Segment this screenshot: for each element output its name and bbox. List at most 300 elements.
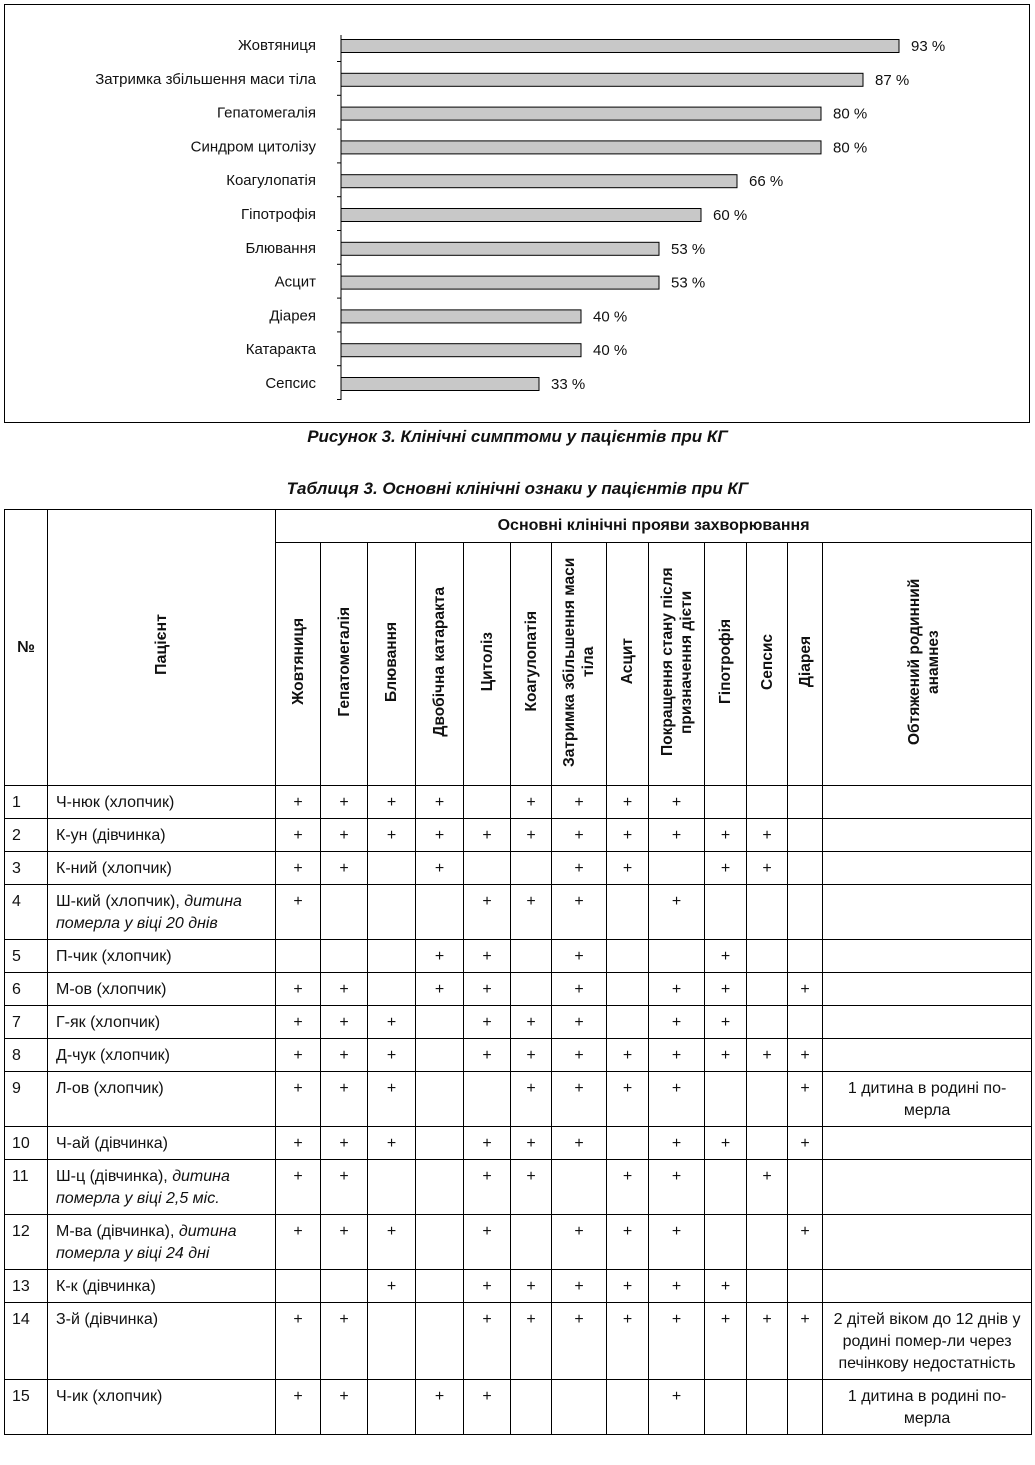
sign-cell: +: [464, 819, 511, 852]
sign-cell: +: [321, 1127, 368, 1160]
sign-cell: [552, 1160, 607, 1215]
table-row: [5, 786, 1032, 819]
category-label: Блювання: [245, 239, 316, 257]
family-history-cell: [823, 786, 1032, 819]
sign-cell: +: [747, 852, 788, 885]
patient-name: К-к (дівчинка): [56, 1278, 156, 1295]
sign-cell: +: [321, 852, 368, 885]
sign-cell: +: [321, 1215, 368, 1270]
row-number: 12: [5, 1215, 48, 1270]
sign-cell: [368, 852, 416, 885]
sign-cell: +: [552, 1270, 607, 1303]
sign-cell: +: [649, 1303, 705, 1380]
patient-cell: [48, 1270, 276, 1303]
category-label: Затримка збільшення маси тіла: [95, 70, 316, 88]
bar-value-label: 53 %: [671, 274, 706, 292]
column-header: [649, 543, 705, 786]
sign-cell: [368, 885, 416, 940]
sign-cell: +: [649, 1072, 705, 1127]
sign-cell: +: [464, 1039, 511, 1072]
sign-cell: +: [511, 1160, 552, 1215]
category-label: Сепсис: [265, 375, 316, 392]
row-number: 13: [5, 1270, 48, 1303]
bar-value-label: 53 %: [671, 240, 706, 258]
sign-cell: +: [276, 852, 321, 885]
sign-cell: [276, 940, 321, 973]
category-label: Коагулопатія: [226, 172, 316, 190]
patient-name: Ш-ц (дівчинка),: [56, 1168, 168, 1185]
sign-cell: [747, 1380, 788, 1435]
sign-cell: [416, 1039, 464, 1072]
sign-cell: +: [511, 1127, 552, 1160]
sign-cell: [747, 1072, 788, 1127]
patient-cell: [48, 973, 276, 1006]
patient-name: М-ва (дівчинка),: [56, 1223, 175, 1240]
sign-cell: +: [705, 1006, 747, 1039]
patient-cell: [48, 1039, 276, 1072]
column-header-label: Затримка збільшення маси тіла: [561, 556, 597, 767]
sign-cell: [416, 1160, 464, 1215]
column-header-label: Діарея: [796, 635, 814, 688]
table-row: [5, 852, 1032, 885]
bar: [341, 209, 701, 222]
family-history-cell: [823, 1039, 1032, 1072]
patient-death-note: дитина померла у віці 20 днів: [56, 893, 242, 932]
sign-cell: [276, 1270, 321, 1303]
sign-cell: +: [747, 1303, 788, 1380]
table-row: [5, 1380, 1032, 1435]
sign-cell: +: [416, 852, 464, 885]
sign-cell: +: [552, 1303, 607, 1380]
sign-cell: [607, 1006, 649, 1039]
sign-cell: +: [321, 819, 368, 852]
bar: [341, 344, 581, 357]
sign-cell: +: [552, 1215, 607, 1270]
column-header-label: Цитоліз: [478, 631, 496, 692]
column-header-label: Обтяжений родинний анамнез: [906, 578, 943, 745]
family-history-cell: [823, 1127, 1032, 1160]
sign-cell: +: [552, 885, 607, 940]
bar-value-label: 66 %: [749, 173, 784, 191]
bar: [341, 40, 899, 53]
number-header: №: [5, 510, 48, 786]
patient-name: К-ун (дівчинка): [56, 827, 166, 844]
sign-cell: +: [321, 973, 368, 1006]
category-label: Катаракта: [245, 341, 316, 359]
sign-cell: +: [649, 1215, 705, 1270]
column-header-label: Сепсис: [758, 633, 776, 690]
clinical-signs-table: [4, 509, 1032, 1435]
sign-cell: [747, 1006, 788, 1039]
sign-cell: +: [607, 852, 649, 885]
figure-caption: Рисунок 3. Клінічні симптоми у пацієнтів при КГ: [307, 427, 728, 446]
sign-cell: +: [649, 1039, 705, 1072]
column-header-label: Гепатомегалія: [335, 606, 353, 717]
patient-name: З-й (дівчинка): [56, 1311, 159, 1328]
sign-cell: +: [276, 1303, 321, 1380]
sign-cell: [464, 852, 511, 885]
sign-cell: [747, 1270, 788, 1303]
sign-cell: +: [705, 1270, 747, 1303]
bar: [341, 141, 821, 154]
patient-name: Ч-ай (дівчинка): [56, 1135, 168, 1152]
table-body: [5, 786, 1032, 1435]
sign-cell: [788, 940, 823, 973]
category-label: Гепатомегалія: [217, 104, 316, 122]
sign-cell: +: [276, 819, 321, 852]
family-history-cell: [823, 1160, 1032, 1215]
sign-cell: [705, 1160, 747, 1215]
sign-cell: [747, 940, 788, 973]
column-header: [747, 543, 788, 786]
sign-cell: +: [607, 1160, 649, 1215]
sign-cell: +: [607, 1215, 649, 1270]
category-label: Асцит: [274, 273, 316, 291]
patient-cell: [48, 1380, 276, 1435]
table-row: [5, 973, 1032, 1006]
sign-cell: +: [464, 973, 511, 1006]
patient-header-label: Пацієнт: [153, 614, 170, 676]
sign-cell: +: [552, 1039, 607, 1072]
table-row: [5, 885, 1032, 940]
sign-cell: +: [368, 786, 416, 819]
sign-cell: [416, 1215, 464, 1270]
sign-cell: +: [464, 1160, 511, 1215]
sign-cell: [464, 1072, 511, 1127]
sign-cell: +: [368, 819, 416, 852]
sign-cell: [464, 786, 511, 819]
patient-name: Д-чук (хлопчик): [56, 1047, 170, 1064]
row-number: 15: [5, 1380, 48, 1435]
sign-cell: [788, 852, 823, 885]
bar: [341, 242, 659, 255]
sign-cell: [788, 885, 823, 940]
sign-cell: [788, 1160, 823, 1215]
patient-name: Ч-нюк (хлопчик): [56, 794, 175, 811]
patient-cell: [48, 1215, 276, 1270]
bar: [341, 276, 659, 289]
table-row: [5, 1270, 1032, 1303]
sign-cell: [705, 885, 747, 940]
sign-cell: +: [788, 1039, 823, 1072]
sign-cell: +: [276, 1039, 321, 1072]
sign-cell: [416, 1270, 464, 1303]
sign-cell: [321, 1270, 368, 1303]
sign-cell: +: [368, 1039, 416, 1072]
sign-cell: +: [276, 786, 321, 819]
sign-cell: +: [705, 940, 747, 973]
patient-header: [48, 510, 276, 786]
sign-cell: [511, 1215, 552, 1270]
sign-cell: +: [321, 1072, 368, 1127]
sign-cell: +: [276, 1380, 321, 1435]
sign-cell: [511, 1380, 552, 1435]
bar: [341, 175, 737, 188]
column-header-label: Асцит: [619, 638, 636, 685]
sign-cell: +: [705, 819, 747, 852]
sign-cell: +: [511, 1270, 552, 1303]
sign-cell: +: [788, 1072, 823, 1127]
sign-cell: +: [321, 1006, 368, 1039]
patient-death-note: дитина померла у віці 24 дні: [56, 1223, 237, 1262]
patient-name: Ш-кий (хлопчик),: [56, 893, 180, 910]
sign-cell: [607, 885, 649, 940]
sign-cell: +: [276, 1160, 321, 1215]
patient-name: Л-ов (хлопчик): [56, 1080, 164, 1097]
sign-cell: +: [416, 786, 464, 819]
patient-cell: [48, 852, 276, 885]
sign-cell: +: [649, 1160, 705, 1215]
sign-cell: +: [649, 786, 705, 819]
sign-cell: +: [321, 1160, 368, 1215]
sign-cell: +: [788, 973, 823, 1006]
row-number: 9: [5, 1072, 48, 1127]
table-row: [5, 1127, 1032, 1160]
sign-cell: +: [552, 786, 607, 819]
patient-name: К-ний (хлопчик): [56, 860, 172, 877]
family-history-cell: [823, 940, 1032, 973]
family-history-cell: [823, 1215, 1032, 1270]
sign-cell: +: [511, 819, 552, 852]
sign-cell: +: [368, 1215, 416, 1270]
sign-cell: [649, 940, 705, 973]
sign-cell: +: [649, 885, 705, 940]
column-header-label: Двобічна катаракта: [431, 586, 448, 737]
sign-cell: +: [464, 1303, 511, 1380]
table-row: [5, 1039, 1032, 1072]
sign-cell: [705, 1380, 747, 1435]
sign-cell: [416, 1072, 464, 1127]
row-number: 1: [5, 786, 48, 819]
sign-cell: +: [321, 786, 368, 819]
sign-cell: [747, 1215, 788, 1270]
column-header: [607, 543, 649, 786]
bar-value-label: 93 %: [911, 38, 946, 55]
family-history-cell: 1 дитина в родині по-мерла: [823, 1380, 1032, 1435]
sign-cell: [552, 1380, 607, 1435]
column-header: [321, 543, 368, 786]
sign-cell: [607, 1380, 649, 1435]
patient-cell: [48, 1127, 276, 1160]
sign-cell: +: [747, 819, 788, 852]
sign-cell: [747, 786, 788, 819]
family-history-cell: [823, 819, 1032, 852]
family-history-cell: 2 дітей віком до 12 днів у родині помер-ли через печінкову недостатність: [823, 1303, 1032, 1380]
category-label: Діарея: [269, 307, 316, 325]
sign-cell: +: [649, 1127, 705, 1160]
sign-cell: +: [607, 1072, 649, 1127]
sign-cell: +: [552, 852, 607, 885]
sign-cell: +: [321, 1303, 368, 1380]
sign-cell: +: [276, 973, 321, 1006]
sign-cell: +: [321, 1380, 368, 1435]
bar: [341, 73, 863, 86]
bar-value-label: 60 %: [713, 207, 748, 224]
column-header: [511, 543, 552, 786]
sign-cell: [788, 786, 823, 819]
sign-cell: +: [368, 1006, 416, 1039]
sign-cell: +: [552, 819, 607, 852]
table-row: [5, 1160, 1032, 1215]
sign-cell: [747, 885, 788, 940]
table-row: [5, 819, 1032, 852]
patient-cell: [48, 819, 276, 852]
sign-cell: +: [649, 819, 705, 852]
sign-cell: [705, 786, 747, 819]
table-row: [5, 940, 1032, 973]
sign-cell: [511, 852, 552, 885]
patient-name: П-чик (хлопчик): [56, 948, 172, 965]
sign-cell: +: [649, 1380, 705, 1435]
bar: [341, 107, 821, 120]
sign-cell: +: [607, 1270, 649, 1303]
family-history-cell: 1 дитина в родині по-мерла: [823, 1072, 1032, 1127]
sign-cell: +: [416, 973, 464, 1006]
sign-cell: [705, 1072, 747, 1127]
sign-cell: [705, 1215, 747, 1270]
sign-cell: +: [276, 1215, 321, 1270]
bar: [341, 378, 539, 391]
sign-cell: +: [747, 1160, 788, 1215]
sign-cell: +: [552, 973, 607, 1006]
patient-name: М-ов (хлопчик): [56, 981, 167, 998]
patient-death-note: дитина померла у віці 2,5 міс.: [56, 1168, 230, 1207]
sign-cell: [368, 1160, 416, 1215]
sign-cell: +: [607, 819, 649, 852]
sign-cell: +: [649, 1270, 705, 1303]
sign-cell: [747, 973, 788, 1006]
sign-cell: +: [511, 1072, 552, 1127]
sign-cell: +: [607, 1303, 649, 1380]
family-history-cell: [823, 1270, 1032, 1303]
sign-cell: [788, 1380, 823, 1435]
sign-cell: +: [368, 1072, 416, 1127]
category-label: Гіпотрофія: [241, 206, 316, 223]
sign-cell: [607, 1127, 649, 1160]
column-header: [823, 543, 1032, 786]
sign-cell: +: [464, 1380, 511, 1435]
table-title: Таблиця 3. Основні клінічні ознаки у пацієнтів при КГ: [286, 479, 749, 498]
row-number: 10: [5, 1127, 48, 1160]
row-number: 5: [5, 940, 48, 973]
sign-cell: +: [788, 1127, 823, 1160]
column-header-label: Жовтяниця: [289, 618, 307, 705]
patient-cell: [48, 1303, 276, 1380]
sign-cell: +: [464, 1270, 511, 1303]
sign-cell: +: [276, 1127, 321, 1160]
figure-frame: [4, 4, 1030, 423]
column-header-label: Блювання: [383, 621, 400, 702]
patient-cell: [48, 940, 276, 973]
sign-cell: +: [511, 786, 552, 819]
column-header: [788, 543, 823, 786]
row-number: 11: [5, 1160, 48, 1215]
sign-cell: +: [276, 1006, 321, 1039]
sign-cell: +: [416, 940, 464, 973]
sign-cell: [368, 940, 416, 973]
sign-cell: +: [511, 1303, 552, 1380]
sign-cell: [649, 852, 705, 885]
column-header: [705, 543, 747, 786]
sign-cell: +: [368, 1270, 416, 1303]
sign-cell: +: [788, 1215, 823, 1270]
sign-cell: +: [705, 1039, 747, 1072]
patient-name: Ч-ик (хлопчик): [56, 1388, 163, 1405]
sign-cell: +: [416, 819, 464, 852]
category-label: Синдром цитолізу: [190, 138, 316, 156]
column-header: [552, 543, 607, 786]
sign-cell: [368, 973, 416, 1006]
sign-cell: [416, 885, 464, 940]
sign-cell: [321, 885, 368, 940]
table-row: [5, 1303, 1032, 1380]
sign-cell: +: [552, 1006, 607, 1039]
patient-cell: [48, 885, 276, 940]
bar-value-label: 80 %: [833, 139, 868, 157]
sign-cell: +: [788, 1303, 823, 1380]
table-row: [5, 1072, 1032, 1127]
sign-cell: +: [649, 973, 705, 1006]
sign-cell: +: [511, 1039, 552, 1072]
family-history-cell: [823, 1006, 1032, 1039]
sign-cell: +: [705, 852, 747, 885]
patient-cell: [48, 1072, 276, 1127]
sign-cell: +: [276, 1072, 321, 1127]
patient-name: Г-як (хлопчик): [56, 1014, 161, 1031]
row-number: 2: [5, 819, 48, 852]
row-number: 8: [5, 1039, 48, 1072]
bar-value-label: 40 %: [593, 308, 628, 326]
family-history-cell: [823, 885, 1032, 940]
sign-cell: +: [747, 1039, 788, 1072]
sign-cell: [368, 1380, 416, 1435]
sign-cell: +: [552, 940, 607, 973]
column-header: [368, 543, 416, 786]
sign-cell: [747, 1127, 788, 1160]
sign-cell: [511, 973, 552, 1006]
sign-cell: +: [552, 1127, 607, 1160]
sign-cell: [321, 940, 368, 973]
sign-cell: [368, 1303, 416, 1380]
sign-cell: +: [464, 940, 511, 973]
sign-cell: +: [705, 973, 747, 1006]
row-number: 4: [5, 885, 48, 940]
patient-cell: [48, 1160, 276, 1215]
sign-cell: [511, 940, 552, 973]
sign-cell: [788, 1270, 823, 1303]
row-number: 3: [5, 852, 48, 885]
column-header-label: Гіпотрофія: [717, 619, 734, 704]
column-header: [416, 543, 464, 786]
sign-cell: +: [705, 1303, 747, 1380]
sign-cell: [607, 940, 649, 973]
sign-cell: [607, 973, 649, 1006]
sign-cell: +: [464, 1127, 511, 1160]
column-header: [464, 543, 511, 786]
sign-cell: +: [276, 885, 321, 940]
row-number: 6: [5, 973, 48, 1006]
bar-value-label: 87 %: [875, 71, 910, 89]
sign-cell: +: [464, 1006, 511, 1039]
column-header: [276, 543, 321, 786]
patient-cell: [48, 786, 276, 819]
bar-value-label: 40 %: [593, 342, 628, 360]
category-label: Жовтяниця: [237, 37, 316, 54]
sign-cell: +: [607, 1039, 649, 1072]
sign-cell: +: [464, 1215, 511, 1270]
column-header-label: Покращення стану після призначення дієти: [658, 567, 695, 756]
sign-cell: [416, 1303, 464, 1380]
